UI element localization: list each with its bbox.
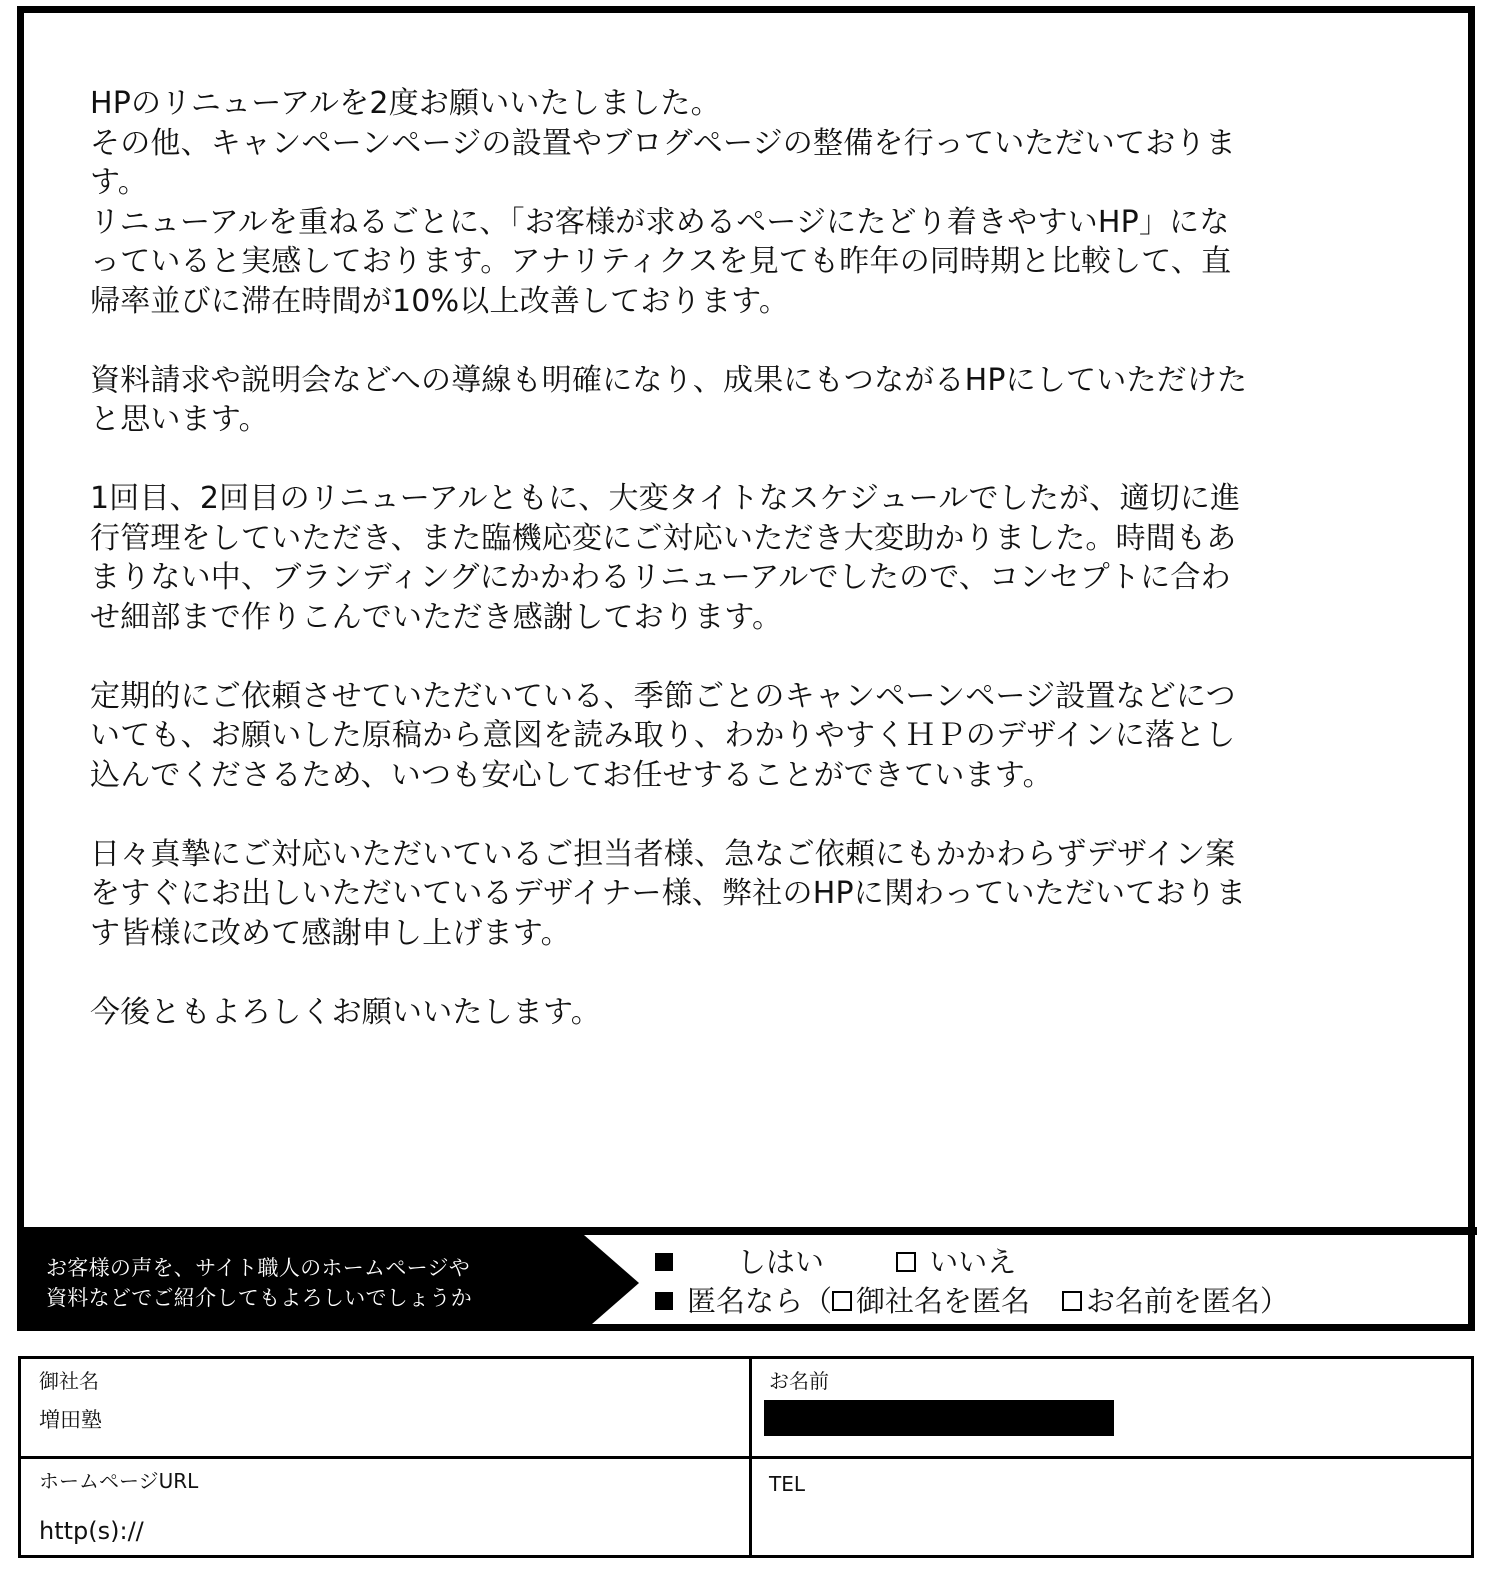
- consent-question: お客様の声を、サイト職人のホームページや 資料などでご紹介してもよろしいでしょうか: [46, 1256, 472, 1310]
- message-paragraph: 定期的にご依頼させていただいている、季節ごとのキャンペーンページ設置などにつ いても、お願いした原稿から意図を読み取り、わかりやすくＨＰのデザインに落とし 込んでくださるため、いつも安心してお任せすることができています。: [90, 678, 1236, 793]
- table-divider: [21, 1456, 1471, 1459]
- empty-checkbox-icon[interactable]: [832, 1291, 852, 1311]
- anonymity-label: 匿名なら（: [687, 1284, 833, 1318]
- message-paragraph: 日々真摯にご対応いただいているご担当者様、急なご依頼にもかかわらずデザイン案 をすぐにお出しいただいているデザイナー様、弊社のHPに関わっていただいておりま す皆様に改めて感謝申し上げます。: [90, 836, 1247, 951]
- tel-label: TEL: [769, 1472, 805, 1496]
- consent-question-banner: [24, 1235, 639, 1331]
- consent-no-label[interactable]: いいえ: [929, 1245, 1017, 1279]
- empty-checkbox-icon[interactable]: [1062, 1291, 1082, 1311]
- anonymize-company-option[interactable]: 御社名を匿名: [856, 1284, 1031, 1318]
- company-label: 御社名: [39, 1369, 99, 1393]
- name-label: お名前: [769, 1369, 829, 1393]
- message-paragraph: 資料請求や説明会などへの導線も明確になり、成果にもつながるHPにしていただけた と思います。: [90, 362, 1248, 437]
- message-paragraph: 今後ともよろしくお願いいたします。: [90, 994, 601, 1030]
- filled-checkbox-icon: [655, 1253, 673, 1271]
- filled-checkbox-icon: [655, 1292, 673, 1310]
- redacted-name: [764, 1400, 1114, 1436]
- section-divider: [24, 1227, 1477, 1235]
- consent-options-row: [655, 1244, 1016, 1280]
- customer-info-table: [18, 1356, 1474, 1558]
- empty-checkbox-icon[interactable]: [896, 1252, 916, 1272]
- url-value[interactable]: http(s)://: [39, 1517, 144, 1545]
- anonymize-name-option[interactable]: お名前を匿名: [1086, 1284, 1261, 1318]
- anonymity-options-row: [655, 1283, 1289, 1319]
- testimonial-message: [90, 84, 1380, 1032]
- company-value[interactable]: 増田塾: [39, 1408, 102, 1432]
- consent-yes-label[interactable]: しはい: [737, 1245, 825, 1279]
- message-paragraph: HPのリニューアルを2度お願いいたしました。 その他、キャンペーンページの設置やブログページの整備を行っていただいておりま す。 リニューアルを重ねるごとに、「お客様が求めるページにたどり着きやすいHP」にな っていると実感しております。アナリティクスを見ても昨年の同時期と比較して、直 帰率並びに滞在時間が10%以上改善しております。: [90, 86, 1236, 319]
- message-paragraph: 1回目、2回目のリニューアルともに、大変タイトなスケジュールでしたが、適切に進 行管理をしていただき、また臨機応変にご対応いただき大変助かりました。時間もあ まりない中、ブランディングにかかわるリニューアルでしたので、コンセプトに合わ せ細部まで作りこんでいただき感謝しております。: [90, 481, 1241, 635]
- anonymity-close: ）: [1260, 1284, 1290, 1318]
- url-label: ホームページURL: [39, 1469, 199, 1493]
